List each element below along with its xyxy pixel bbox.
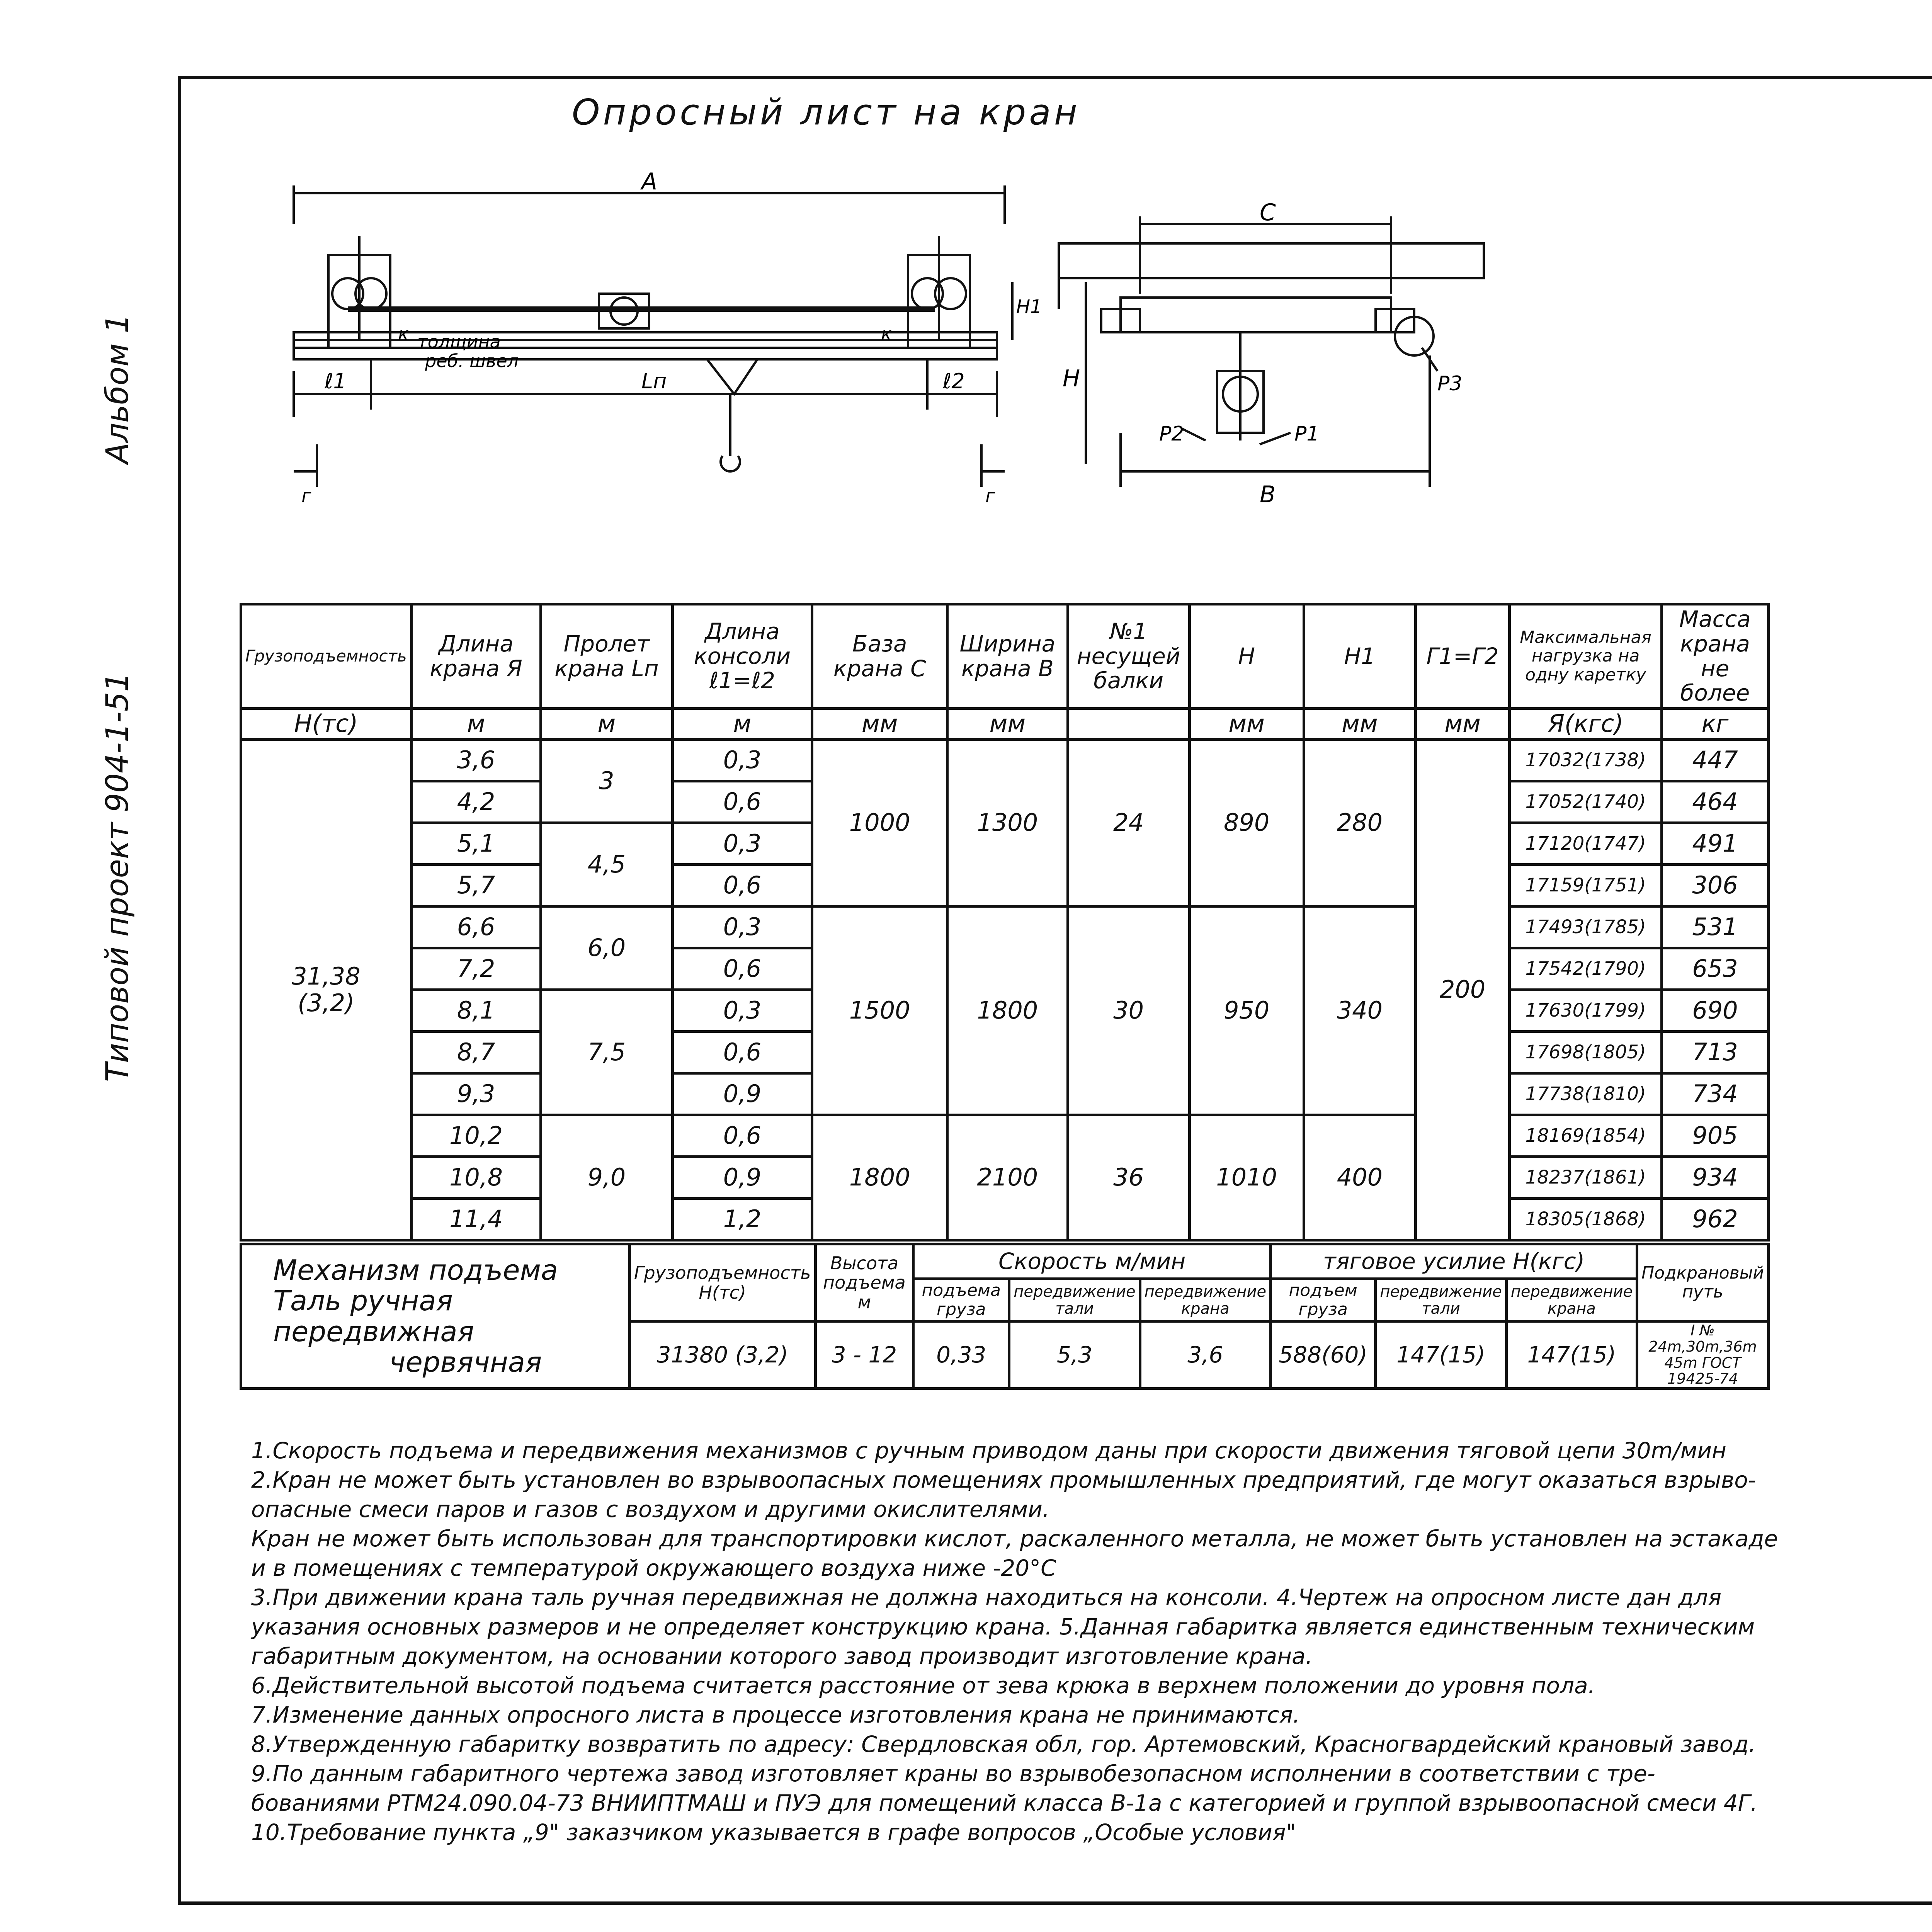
- unit-gamma: мм: [1416, 709, 1510, 740]
- table-cell: 24: [1068, 740, 1189, 906]
- table-cell: 17698(1805): [1510, 1032, 1662, 1073]
- force-p1: Р1: [1294, 422, 1320, 446]
- capacity-value: 31,38: [292, 962, 361, 991]
- unit-h: мм: [1189, 709, 1304, 740]
- table-cell: 1010: [1189, 1115, 1304, 1240]
- mech-force-lift-value: 588(60): [1271, 1321, 1376, 1389]
- table-cell: 5,7: [411, 865, 541, 906]
- table-cell: 306: [1662, 865, 1769, 906]
- note-line: 3.При движении крана таль ручная передвижная не должна находиться на консоли. 4.Чертеж на опросном листе дан для: [251, 1584, 1722, 1611]
- table-cell: 464: [1662, 781, 1769, 823]
- note-line: и в помещениях с температурой окружающего воздуха ниже -20°С: [251, 1555, 1056, 1581]
- unit-max-load: Я(кгс): [1510, 709, 1662, 740]
- mech-speed-hoist-value: 5,3: [1009, 1321, 1140, 1389]
- note-line: 8.Утвержденную габаритку возвратить по адресу: Свердловская обл, гор. Артемовский, Красногвардейский крановый завод.: [251, 1731, 1756, 1757]
- unit-h1: мм: [1304, 709, 1415, 740]
- hdr-console: Длина консоли ℓ1=ℓ2: [672, 604, 812, 709]
- table-cell: 0,6: [672, 1115, 812, 1157]
- table-cell: 653: [1662, 948, 1769, 990]
- table-cell: 0,6: [672, 865, 812, 906]
- table-cell: 8,1: [411, 990, 541, 1032]
- table-cell: 934: [1662, 1157, 1769, 1199]
- table-cell: 6,0: [541, 906, 672, 990]
- unit-length: м: [411, 709, 541, 740]
- table-cell: 447: [1662, 740, 1769, 781]
- table-cell: 10,2: [411, 1115, 541, 1157]
- dim-k2: к: [881, 323, 892, 344]
- table-cell: 905: [1662, 1115, 1769, 1157]
- dim-a: А: [641, 168, 658, 195]
- table-cell: 17120(1747): [1510, 823, 1662, 865]
- dim-r1: г: [301, 485, 311, 507]
- note-line: опасные смеси паров и газов с воздухом и другими окислителями.: [251, 1496, 1050, 1522]
- album-label: Альбом 1: [99, 314, 135, 464]
- table-cell: 2100: [947, 1115, 1068, 1240]
- crane-side-drawing: [1043, 193, 1507, 541]
- dim-b: В: [1260, 481, 1276, 508]
- table-cell: 10,8: [411, 1157, 541, 1199]
- table-cell: 531: [1662, 906, 1769, 948]
- note-line: 9.По данным габаритного чертежа завод изготовляет краны во взрывобезопасном исполнении в соответствии с тре-: [251, 1760, 1655, 1787]
- mech-height-value: 3 - 12: [815, 1321, 913, 1389]
- hdr-beam: №1 несущей балки: [1068, 604, 1189, 709]
- thickness-label: толщина: [417, 331, 501, 352]
- dim-h1: Н1: [1016, 296, 1042, 318]
- table-cell: 9,3: [411, 1073, 541, 1115]
- hdr-width: Ширина крана В: [947, 604, 1068, 709]
- table-cell: 18305(1868): [1510, 1199, 1662, 1240]
- table-cell: 17493(1785): [1510, 906, 1662, 948]
- table-cell: 17738(1810): [1510, 1073, 1662, 1115]
- left-title: Опросный лист на кран: [572, 92, 1080, 133]
- crane-front-drawing: [270, 168, 1042, 526]
- table-cell: 1300: [947, 740, 1068, 906]
- mechanism-label-cell: [241, 1244, 630, 1389]
- hdr-capacity: Грузоподъемность: [241, 604, 412, 709]
- dim-l1: ℓ1: [325, 369, 347, 393]
- table-cell: 0,9: [672, 1157, 812, 1199]
- hdr-span: Пролет крана Lп: [541, 604, 672, 709]
- table-cell: 4,5: [541, 823, 672, 906]
- hdr-h: Н: [1189, 604, 1304, 709]
- hdr-force-lift: подъем груза: [1271, 1279, 1376, 1321]
- table-cell: 950: [1189, 906, 1304, 1115]
- table-cell: 280: [1304, 740, 1415, 906]
- hdr-max-load: Максимальная нагрузка на одну каретку: [1510, 604, 1662, 709]
- table-cell: 3,6: [411, 740, 541, 781]
- hdr-mech-speed: Скорость м/мин: [913, 1244, 1271, 1279]
- table-cell: 0,3: [672, 990, 812, 1032]
- table-cell: 734: [1662, 1073, 1769, 1115]
- hdr-speed-lift: подъема груза: [913, 1279, 1009, 1321]
- table-cell: 6,6: [411, 906, 541, 948]
- table-cell: 890: [1189, 740, 1304, 906]
- note-line: бованиями РТМ24.090.04-73 ВНИИПТМАШ и ПУЭ для помещений класса В-1а с категорией и группой взрывоопасной смеси 4Г.: [251, 1790, 1758, 1816]
- dim-ln: Lп: [641, 369, 667, 393]
- table-cell: 17052(1740): [1510, 781, 1662, 823]
- mechanism-table: [240, 1243, 1770, 1390]
- mech-force-hoist-value: 147(15): [1376, 1321, 1506, 1389]
- force-p3: Р3: [1437, 372, 1463, 395]
- table-cell: 690: [1662, 990, 1769, 1032]
- table-cell: 0,6: [672, 948, 812, 990]
- hdr-mech-force: тяговое усилие Н(кгс): [1271, 1244, 1637, 1279]
- unit-width: мм: [947, 709, 1068, 740]
- force-p2: Р2: [1159, 422, 1184, 446]
- table-cell: 17159(1751): [1510, 865, 1662, 906]
- hdr-mech-height: Высота подъема м: [815, 1244, 913, 1321]
- table-cell: 962: [1662, 1199, 1769, 1240]
- mech-speed-lift-value: 0,33: [913, 1321, 1009, 1389]
- dim-l2: ℓ2: [943, 369, 965, 393]
- table-cell: 1500: [812, 906, 947, 1115]
- table-cell: 4,2: [411, 781, 541, 823]
- hdr-length: Длина крана Я: [411, 604, 541, 709]
- table-cell: 17542(1790): [1510, 948, 1662, 990]
- note-line: 1.Скорость подъема и передвижения механизмов с ручным приводом даны при скорости движения тяговой цепи 30m/мин: [251, 1437, 1726, 1464]
- mech-track-value: I № 24m,30m,36m 45m ГОСТ 19425-74: [1637, 1321, 1769, 1389]
- table-cell: 18169(1854): [1510, 1115, 1662, 1157]
- mech-speed-crane-value: 3,6: [1140, 1321, 1270, 1389]
- table-cell: 36: [1068, 1115, 1189, 1240]
- table-cell: 1800: [812, 1115, 947, 1240]
- table-cell: 0,3: [672, 823, 812, 865]
- unit-base: мм: [812, 709, 947, 740]
- hdr-speed-hoist: передвижение тали: [1009, 1279, 1140, 1321]
- note-line: 2.Кран не может быть установлен во взрывоопасных помещениях промышленных предприятий, где могут оказаться взрыво-: [251, 1467, 1756, 1493]
- unit-console: м: [672, 709, 812, 740]
- table-cell: 3: [541, 740, 672, 823]
- project-label: Типовой проект 904-1-51: [99, 672, 135, 1082]
- table-cell: 0,6: [672, 781, 812, 823]
- table-cell: 0,9: [672, 1073, 812, 1115]
- table-cell: 0,3: [672, 740, 812, 781]
- capacity-value-tc: (3,2): [298, 988, 355, 1017]
- mech-capacity-value: 31380 (3,2): [629, 1321, 815, 1389]
- dim-k1: к: [398, 323, 409, 344]
- mechanism-label-1: Механизм подъема: [273, 1254, 558, 1287]
- note-line: габаритным документом, на основании которого завод производит изготовление крана.: [251, 1643, 1313, 1669]
- unit-span: м: [541, 709, 672, 740]
- table-cell: 1000: [812, 740, 947, 906]
- spec-table: [240, 603, 1770, 1242]
- hdr-speed-crane: передвижение крана: [1140, 1279, 1270, 1321]
- mech-force-crane-value: 147(15): [1506, 1321, 1637, 1389]
- mechanism-label-3: червячная: [389, 1345, 542, 1378]
- table-cell: 7,2: [411, 948, 541, 990]
- table-cell: 200: [1416, 740, 1510, 1240]
- rib-label: реб. швел: [425, 350, 519, 371]
- note-line: указания основных размеров и не определяет конструкцию крана. 5.Данная габаритка является единственным техническим: [251, 1614, 1755, 1640]
- note-line: 10.Требование пункта „9" заказчиком указывается в графе вопросов „Особые условия": [251, 1819, 1296, 1845]
- table-cell: 7,5: [541, 990, 672, 1115]
- note-line: 7.Изменение данных опросного листа в процессе изготовления крана не принимаются.: [251, 1702, 1300, 1728]
- hdr-mech-track: Подкрановый путь: [1637, 1244, 1769, 1321]
- capacity-cell: [241, 740, 412, 1240]
- hdr-force-hoist: передвижение тали: [1376, 1279, 1506, 1321]
- unit-capacity: Н(тс): [241, 709, 412, 740]
- dim-h: Н: [1063, 365, 1080, 392]
- table-cell: 1800: [947, 906, 1068, 1115]
- hdr-force-crane: передвижение крана: [1506, 1279, 1637, 1321]
- table-cell: 17032(1738): [1510, 740, 1662, 781]
- table-cell: 18237(1861): [1510, 1157, 1662, 1199]
- table-cell: 491: [1662, 823, 1769, 865]
- hdr-h1: Н1: [1304, 604, 1415, 709]
- table-cell: 1,2: [672, 1199, 812, 1240]
- table-cell: 5,1: [411, 823, 541, 865]
- dim-r2: г: [985, 485, 995, 507]
- table-cell: 713: [1662, 1032, 1769, 1073]
- table-cell: 30: [1068, 906, 1189, 1115]
- table-cell: 0,3: [672, 906, 812, 948]
- table-cell: 8,7: [411, 1032, 541, 1073]
- note-line: 6.Действительной высотой подъема считается расстояние от зева крюка в верхнем положении до уровня пола.: [251, 1672, 1595, 1699]
- table-cell: 11,4: [411, 1199, 541, 1240]
- table-cell: 17630(1799): [1510, 990, 1662, 1032]
- dim-c: С: [1260, 199, 1276, 226]
- table-cell: 9,0: [541, 1115, 672, 1240]
- hdr-base: База крана С: [812, 604, 947, 709]
- table-cell: 400: [1304, 1115, 1415, 1240]
- mechanism-label-2: Таль ручная передвижная: [273, 1284, 474, 1348]
- unit-beam: [1068, 709, 1189, 740]
- hdr-mech-capacity: Грузоподъемность Н(тс): [629, 1244, 815, 1321]
- unit-mass: кг: [1662, 709, 1769, 740]
- hdr-gamma: Г1=Г2: [1416, 604, 1510, 709]
- table-cell: 340: [1304, 906, 1415, 1115]
- hdr-mass: Масса крана не более: [1662, 604, 1769, 709]
- note-line: Кран не может быть использован для транспортировки кислот, раскаленного металла, не может быть установлен на эстакаде: [251, 1526, 1778, 1552]
- table-cell: 0,6: [672, 1032, 812, 1073]
